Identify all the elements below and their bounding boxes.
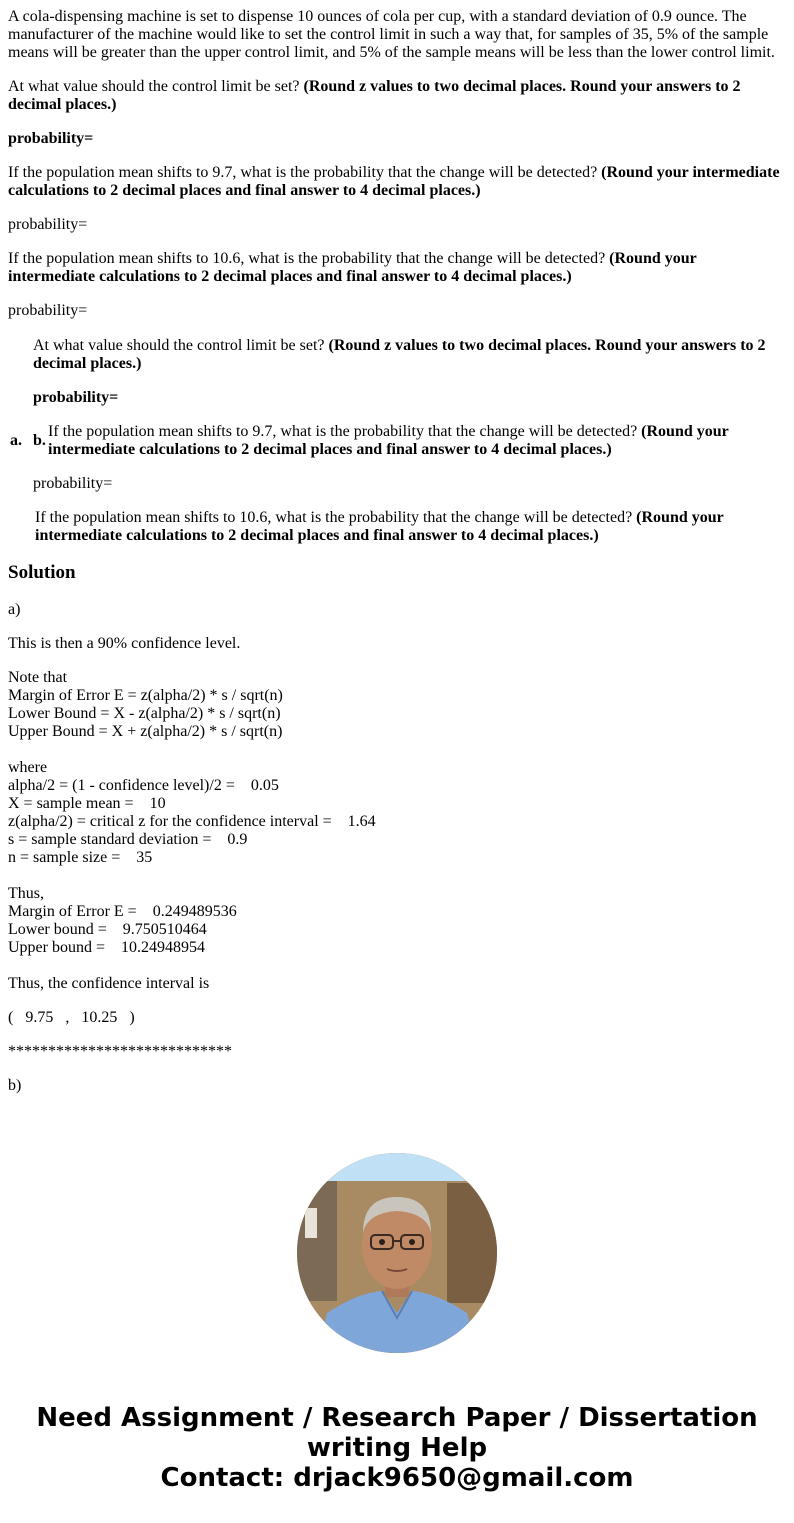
question-2-instructions: (Round your intermediate calculations to 2 decimal places and final answer to 4 decimal places.) <box>8 164 780 199</box>
thus-line: Lower bound = 9.750510464 <box>8 921 207 938</box>
nested-question-1-answer <box>33 389 785 407</box>
separator-stars: **************************** <box>8 1043 232 1060</box>
where-line: where <box>8 759 48 776</box>
label-a: a. <box>10 432 22 449</box>
footer-line-1: Need Assignment / Research Paper / Dissertation <box>36 1403 758 1433</box>
label-b: b. <box>33 432 46 449</box>
question-3-text: If the population mean shifts to 10.6, what is the probability that the change will be detected? <box>8 250 610 267</box>
nested-question-2-instructions: (Round your intermediate calculations to 2 decimal places and final answer to 4 decimal places.) <box>48 423 729 458</box>
note-line: Upper Bound = X + z(alpha/2) * s / sqrt(n) <box>8 723 283 740</box>
part-b-label: b) <box>8 1077 22 1094</box>
thus-line: Upper bound = 10.24948954 <box>8 939 206 956</box>
nested-question-3-instructions: (Round your intermediate calculations to 2 decimal places and final answer to 4 decimal places.) <box>35 509 724 544</box>
where-line: z(alpha/2) = critical z for the confidence interval = 1.64 <box>8 813 376 830</box>
question-1-answer-label: probability= <box>8 130 94 147</box>
nested-question-table <box>8 336 786 546</box>
confidence-text: This is then a 90% confidence level. <box>8 635 241 652</box>
nested-question-2 <box>48 423 785 459</box>
question-1-instructions: (Round z values to two decimal places. Round your answers to 2 decimal places.) <box>8 78 741 113</box>
question-3-answer-label: probability= <box>8 302 88 319</box>
question-1-text: At what value should the control limit be set? <box>8 78 304 95</box>
part-a-label: a) <box>8 601 21 618</box>
question-1-answer <box>8 130 786 148</box>
confidence-interval: ( 9.75 , 10.25 ) <box>8 1009 135 1026</box>
nested-question-2-answer-label: probability= <box>33 475 113 492</box>
question-intro: A cola-dispensing machine is set to dispense 10 ounces of cola per cup, with a standard deviation of 0.9 ounce. The manufacturer of the machine would like to set the control limit in such a way that, for samples of 35, 5% of the sample means will be greater than the upper control limit, and 5% of the sample means will be less than the lower control limit. <box>8 8 775 61</box>
nested-question-3 <box>35 509 785 545</box>
note-line: Lower Bound = X - z(alpha/2) * s / sqrt(n) <box>8 705 281 722</box>
note-line: Note that <box>8 669 68 686</box>
nested-question-3-text: If the population mean shifts to 10.6, what is the probability that the change will be detected? <box>35 509 637 526</box>
question-3-instructions: (Round your intermediate calculations to 2 decimal places and final answer to 4 decimal places.) <box>8 250 697 285</box>
note-line: Margin of Error E = z(alpha/2) * s / sqrt(n) <box>8 687 283 704</box>
where-line: s = sample standard deviation = 0.9 <box>8 831 248 848</box>
nested-question-body <box>32 336 786 546</box>
footer-banner <box>0 1403 794 1493</box>
question-1 <box>8 78 786 114</box>
solution-heading: Solution <box>8 562 76 583</box>
author-photo-icon <box>297 1153 497 1353</box>
question-2 <box>8 164 786 200</box>
thus-line: Thus, <box>8 885 44 902</box>
question-2-answer-label: probability= <box>8 216 88 233</box>
formula-block <box>8 669 786 975</box>
interval-intro: Thus, the confidence interval is <box>8 975 210 992</box>
where-line: n = sample size = 35 <box>8 849 153 866</box>
footer-contact: Contact: drjack9650@gmail.com <box>160 1463 634 1493</box>
nested-question-1-answer-label: probability= <box>33 389 119 406</box>
nested-question-1-instructions: (Round z values to two decimal places. Round your answers to 2 decimal places.) <box>33 337 766 372</box>
where-line: alpha/2 = (1 - confidence level)/2 = 0.05 <box>8 777 279 794</box>
thus-line: Margin of Error E = 0.249489536 <box>8 903 237 920</box>
nested-b-table <box>33 423 785 459</box>
nested-question-1-text: At what value should the control limit be set? <box>33 337 329 354</box>
where-line: X = sample mean = 10 <box>8 795 166 812</box>
question-2-text: If the population mean shifts to 9.7, what is the probability that the change will be detected? <box>8 164 602 181</box>
nested-question-2-text: If the population mean shifts to 9.7, what is the probability that the change will be detected? <box>48 423 642 440</box>
question-3 <box>8 250 786 286</box>
author-avatar <box>297 1153 497 1353</box>
footer-line-2: writing Help <box>306 1433 488 1463</box>
nested-question-1 <box>33 337 785 373</box>
